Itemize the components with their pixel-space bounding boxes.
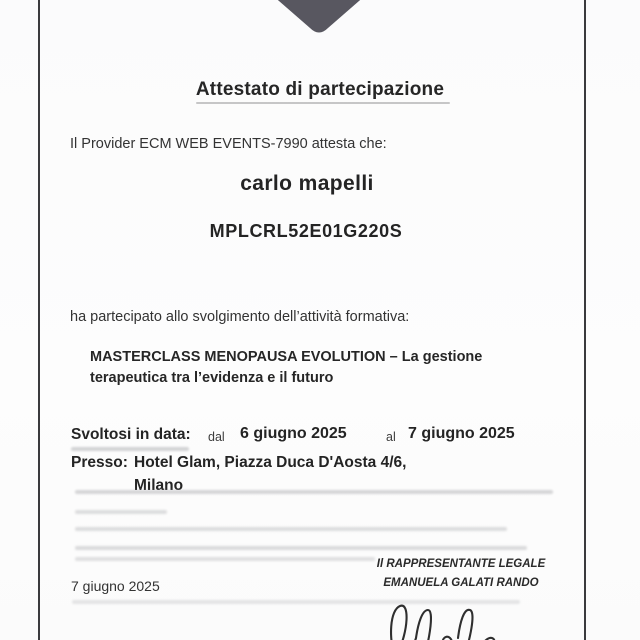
signer-name: EMANUELA GALATI RANDO (383, 576, 539, 589)
signature-handwriting (386, 596, 550, 640)
bleedthrough-line (75, 510, 167, 514)
activity-title (90, 347, 482, 389)
date-from-label: dal (208, 430, 225, 444)
diamond-logo-icon (256, 0, 382, 44)
issue-date: 7 giugno 2025 (71, 578, 160, 594)
bleedthrough-line (75, 546, 527, 550)
venue-line1: Hotel Glam, Piazza Duca D'Aosta 4/6, (134, 454, 407, 471)
date-label: Svoltosi in data: (71, 426, 191, 443)
activity-title-line2: terapeutica tra l’evidenza e il futuro (90, 370, 334, 386)
date-from-value: 6 giugno 2025 (240, 425, 347, 442)
venue-line2: Milano (134, 477, 184, 494)
bleedthrough-line (75, 490, 553, 494)
title-underline (196, 102, 450, 104)
activity-title-line1: MASTERCLASS MENOPAUSA EVOLUTION – La gestione (90, 349, 483, 365)
fiscal-code: MPLCRL52E01G220S (209, 221, 403, 241)
venue-label: Presso: (71, 454, 128, 471)
date-to-value: 7 giugno 2025 (408, 425, 515, 442)
provider-line: Il Provider ECM WEB EVENTS-7990 attesta che: (70, 136, 387, 152)
date-label-underline (71, 447, 189, 451)
bleedthrough-line (75, 527, 507, 531)
activity-intro: ha partecipato allo svolgimento dell’attività formativa: (70, 309, 410, 325)
certificate-title: Attestato di partecipazione (195, 79, 445, 100)
date-to-label: al (386, 430, 396, 444)
signer-role: Il RAPPRESENTANTE LEGALE (376, 558, 546, 570)
bleedthrough-line (75, 557, 375, 561)
participant-name: carlo mapelli (240, 172, 374, 195)
signer-block (355, 555, 567, 592)
